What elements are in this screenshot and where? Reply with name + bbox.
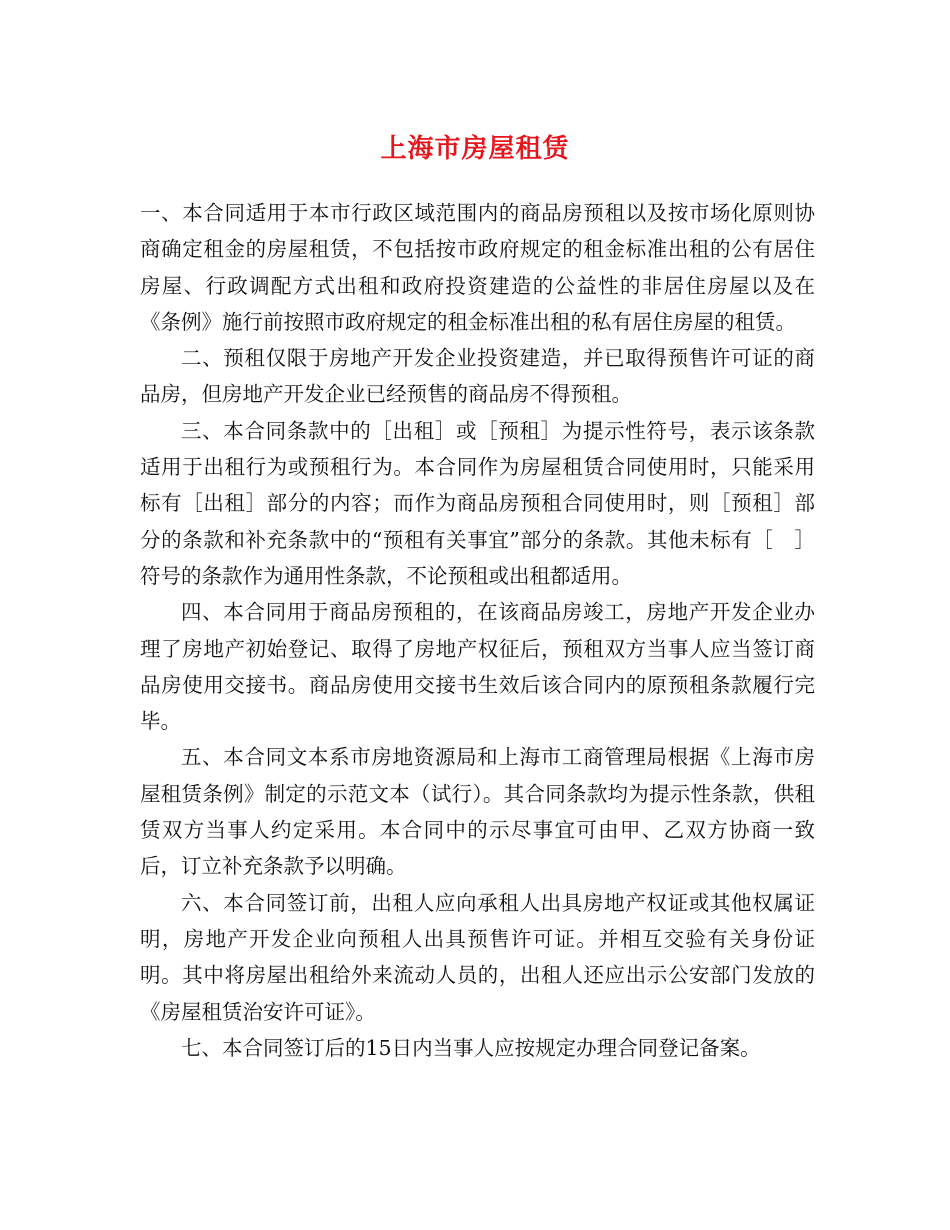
paragraph-5: 五、本合同文本系市房地资源局和上海市工商管理局根据《上海市房屋租赁条例》制定的示范文本（试行）。其合同条款均为提示性条款，供租赁双方当事人约定采用。本合同中的示尽事宜可由甲、乙双方协商一致后，订立补充条款予以明确。 xyxy=(140,745,815,879)
paragraph-4: 四、本合同用于商品房预租的，在该商品房竣工，房地产开发企业办理了房地产初始登记、取得了房地产权征后，预租双方当事人应当签订商品房使用交接书。商品房使用交接书生效后该合同内的原预租条款履行完毕。 xyxy=(140,600,815,734)
paragraph-7: 七、本合同签订后的15日内当事人应按规定办理合同登记备案。 xyxy=(181,1035,761,1060)
paragraph-1: 一、本合同适用于本市行政区域范围内的商品房预租以及按市场化原则协商确定租金的房屋租赁，不包括按市政府规定的租金标准出租的公有居住房屋、行政调配方式出租和政府投资建造的公益性的非居住房屋以及在《条例》施行前按照市政府规定的租金标准出租的私有居住房屋的租赁。 xyxy=(140,201,815,334)
document-body xyxy=(140,195,815,1066)
paragraph-3: 三、本合同条款中的［出租］或［预租］为提示性符号，表示该条款适用于出租行为或预租行为。本合同作为房屋租赁合同使用时，只能采用标有［出租］部分的内容；而作为商品房预租合同使用时，则［预租］部分的条款和补充条款中的“预租有关事宜”部分的条款。其他未标有［ ］符号的条款作为通用性条款，不论预租或出租都适用。 xyxy=(140,418,815,588)
document-title: 上海市房屋租赁 xyxy=(380,134,570,164)
paragraph-6: 六、本合同签订前，出租人应向承租人出具房地产权证或其他权属证明，房地产开发企业向预租人出具预售许可证。并相互交验有关身份证明。其中将房屋出租给外来流动人员的，出租人还应出示公安部门发放的《房屋租赁治安许可证》。 xyxy=(140,890,815,1024)
paragraph-2: 二、预租仅限于房地产开发企业投资建造，并已取得预售许可证的商品房，但房地产开发企业已经预售的商品房不得预租。 xyxy=(140,346,815,407)
